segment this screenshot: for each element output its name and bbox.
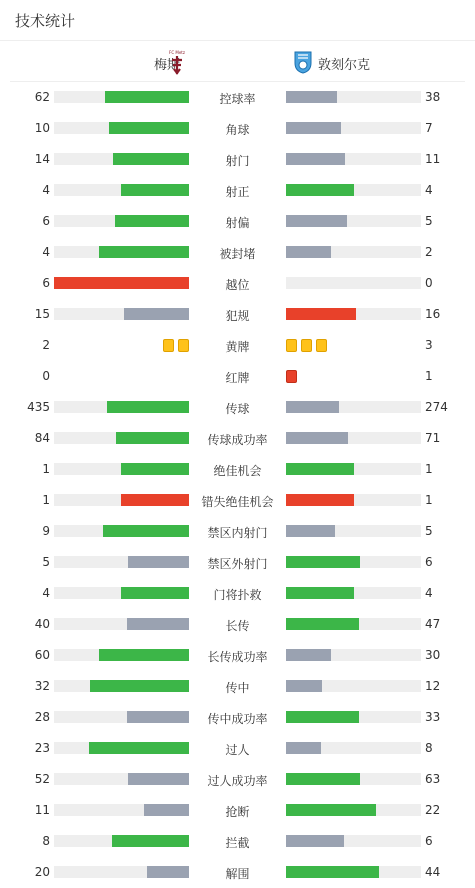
- home-stat-value: 4: [42, 245, 50, 259]
- stat-row: [0, 144, 475, 175]
- stat-label: 黄牌: [225, 340, 250, 354]
- home-stat-bar: [54, 556, 189, 568]
- away-stat-bar: [286, 308, 421, 320]
- away-stat-bar: [286, 153, 421, 165]
- stat-label: 被封堵: [219, 247, 256, 261]
- stat-row: [0, 702, 475, 733]
- stat-label: 长传成功率: [207, 650, 268, 664]
- stat-row: [0, 857, 475, 888]
- page-title: 技术统计: [15, 11, 76, 30]
- home-stat-bar: [54, 122, 189, 134]
- stat-label: 解围: [225, 867, 250, 881]
- home-stat-value: 4: [42, 586, 50, 600]
- home-stat-value: 15: [34, 307, 50, 321]
- away-stat-value: 16: [425, 307, 441, 321]
- stat-label: 越位: [225, 278, 250, 292]
- stat-row: [0, 547, 475, 578]
- home-stat-bar: [54, 649, 189, 661]
- stat-row: [0, 392, 475, 423]
- home-stat-bar: [54, 711, 189, 723]
- stat-label: 射正: [225, 185, 250, 199]
- home-stat-bar: [54, 742, 189, 754]
- stat-label: 抢断: [225, 805, 250, 819]
- home-stat-bar-fill: [103, 525, 189, 537]
- home-stat-bar: [54, 680, 189, 692]
- home-stat-bar-fill: [107, 401, 189, 413]
- away-stat-value: 33: [425, 710, 441, 724]
- stat-label: 红牌: [225, 371, 250, 385]
- home-stat-bar-fill: [144, 804, 189, 816]
- home-stat-bar: [54, 184, 189, 196]
- home-stat-bar-fill: [109, 122, 189, 134]
- away-stat-bar-fill: [286, 308, 356, 320]
- away-stat-bar-fill: [286, 618, 359, 630]
- yellow-card-icon: [178, 339, 189, 352]
- home-stat-bar: [54, 215, 189, 227]
- home-stat-bar-fill: [105, 91, 189, 103]
- away-stat-bar-fill: [286, 742, 321, 754]
- stat-label: 拦截: [225, 836, 250, 850]
- away-stat-bar: [286, 649, 421, 661]
- home-stat-bar-fill: [99, 649, 189, 661]
- home-stat-bar: [54, 401, 189, 413]
- stat-row: [0, 516, 475, 547]
- away-stat-value: 47: [425, 617, 441, 631]
- away-stat-bar: [286, 277, 421, 289]
- away-stat-bar-fill: [286, 463, 354, 475]
- home-stat-value: 435: [27, 400, 50, 414]
- stat-row: [0, 826, 475, 857]
- home-stat-bar-fill: [99, 246, 189, 258]
- away-stat-bar-fill: [286, 773, 360, 785]
- stat-row: [0, 175, 475, 206]
- stat-row: [0, 361, 475, 392]
- away-stat-bar: [286, 835, 421, 847]
- yellow-card-icon: [286, 339, 297, 352]
- away-stat-bar-fill: [286, 804, 376, 816]
- home-stat-bar-fill: [121, 184, 189, 196]
- away-stat-bar-fill: [286, 246, 331, 258]
- stat-row: [0, 795, 475, 826]
- home-stat-value: 52: [34, 772, 50, 786]
- stat-label: 控球率: [219, 92, 256, 106]
- home-stat-value: 84: [34, 431, 50, 445]
- stat-row: [0, 299, 475, 330]
- home-stat-bar-fill: [128, 556, 189, 568]
- stat-label: 错失绝佳机会: [201, 495, 274, 509]
- stat-label: 过人成功率: [207, 774, 268, 788]
- away-stat-value: 1: [425, 369, 433, 383]
- home-team-logo: [167, 49, 187, 75]
- away-stat-value: 22: [425, 803, 441, 817]
- home-stat-bar-fill: [115, 215, 189, 227]
- home-logo-text: FC Metz: [169, 50, 185, 55]
- home-stat-value: 28: [34, 710, 50, 724]
- away-stat-value: 2: [425, 245, 433, 259]
- home-stat-bar-fill: [54, 277, 189, 289]
- home-stat-bar-fill: [113, 153, 189, 165]
- stat-row: [0, 454, 475, 485]
- away-stat-value: 6: [425, 834, 433, 848]
- away-stat-bar-fill: [286, 866, 379, 878]
- away-stat-bar: [286, 432, 421, 444]
- away-stat-bar: [286, 556, 421, 568]
- stat-row: [0, 423, 475, 454]
- stat-label: 犯规: [225, 309, 250, 323]
- away-stat-bar: [286, 122, 421, 134]
- home-stat-value: 6: [42, 276, 50, 290]
- home-stat-bar-fill: [127, 618, 189, 630]
- home-stat-bar: [54, 308, 189, 320]
- home-stat-bar: [54, 246, 189, 258]
- away-stat-bar: [286, 618, 421, 630]
- home-stat-bar-fill: [128, 773, 189, 785]
- away-cards: [286, 339, 327, 352]
- yellow-card-icon: [301, 339, 312, 352]
- away-stat-value: 274: [425, 400, 448, 414]
- stat-label: 门将扑救: [213, 588, 262, 602]
- stat-row: [0, 578, 475, 609]
- stat-row: [0, 206, 475, 237]
- home-stat-bar: [54, 463, 189, 475]
- home-stat-bar: [54, 432, 189, 444]
- home-stat-bar: [54, 277, 189, 289]
- away-stat-bar-fill: [286, 153, 345, 165]
- home-cards: [163, 339, 189, 352]
- stat-label: 禁区外射门: [207, 557, 268, 571]
- stat-label: 传球: [225, 402, 250, 416]
- stat-label: 角球: [225, 123, 250, 137]
- away-stat-value: 30: [425, 648, 441, 662]
- home-stat-bar-fill: [90, 680, 189, 692]
- home-stat-value: 4: [42, 183, 50, 197]
- away-stat-bar: [286, 525, 421, 537]
- yellow-card-icon: [316, 339, 327, 352]
- home-stat-bar: [54, 835, 189, 847]
- away-stat-value: 6: [425, 555, 433, 569]
- away-stat-bar: [286, 680, 421, 692]
- stat-label: 长传: [225, 619, 250, 633]
- away-stat-value: 44: [425, 865, 441, 879]
- away-stat-bar: [286, 246, 421, 258]
- home-stat-bar-fill: [121, 494, 189, 506]
- away-stat-value: 4: [425, 183, 433, 197]
- away-stat-bar: [286, 91, 421, 103]
- home-stat-bar: [54, 866, 189, 878]
- home-stat-value: 5: [42, 555, 50, 569]
- away-stat-bar: [286, 742, 421, 754]
- section-header: [0, 0, 475, 41]
- away-stat-bar-fill: [286, 215, 347, 227]
- stat-row: [0, 237, 475, 268]
- away-stat-value: 5: [425, 524, 433, 538]
- away-stat-value: 7: [425, 121, 433, 135]
- away-stat-bar: [286, 215, 421, 227]
- away-stat-bar-fill: [286, 649, 331, 661]
- home-stat-value: 10: [34, 121, 50, 135]
- home-stat-value: 62: [34, 90, 50, 104]
- stat-row: [0, 485, 475, 516]
- home-stat-value: 2: [42, 338, 50, 352]
- home-stat-value: 32: [34, 679, 50, 693]
- stat-label: 射偏: [225, 216, 250, 230]
- away-stat-bar: [286, 804, 421, 816]
- home-stat-bar-fill: [121, 463, 189, 475]
- away-stat-bar-fill: [286, 525, 335, 537]
- stat-label: 过人: [225, 743, 250, 757]
- away-stat-bar-fill: [286, 184, 354, 196]
- stat-row: [0, 764, 475, 795]
- away-stat-bar: [286, 587, 421, 599]
- home-stat-value: 60: [34, 648, 50, 662]
- away-stat-value: 1: [425, 462, 433, 476]
- stat-label: 射门: [225, 154, 250, 168]
- red-card-icon: [286, 370, 297, 383]
- away-team-logo: [293, 50, 313, 74]
- home-stat-bar: [54, 153, 189, 165]
- away-stat-bar: [286, 866, 421, 878]
- home-stat-bar: [54, 773, 189, 785]
- stat-label: 传球成功率: [207, 433, 268, 447]
- away-stat-bar-fill: [286, 711, 359, 723]
- home-stat-value: 0: [42, 369, 50, 383]
- away-stat-bar-fill: [286, 587, 354, 599]
- away-stat-bar-fill: [286, 835, 344, 847]
- stat-row: [0, 268, 475, 299]
- stats-list: [0, 82, 475, 888]
- home-stat-value: 1: [42, 493, 50, 507]
- away-stat-bar: [286, 184, 421, 196]
- home-stat-value: 23: [34, 741, 50, 755]
- stat-row: [0, 671, 475, 702]
- home-stat-value: 6: [42, 214, 50, 228]
- away-stat-bar-fill: [286, 91, 337, 103]
- home-stat-value: 1: [42, 462, 50, 476]
- away-stat-value: 11: [425, 152, 441, 166]
- home-stat-bar-fill: [124, 308, 189, 320]
- away-stat-bar: [286, 494, 421, 506]
- away-stat-bar-fill: [286, 122, 341, 134]
- home-stat-value: 9: [42, 524, 50, 538]
- home-team-name: 梅斯: [153, 58, 180, 73]
- stat-row: [0, 82, 475, 113]
- away-cards: [286, 370, 297, 383]
- stat-label: 传中: [225, 681, 250, 695]
- home-stat-value: 11: [34, 803, 50, 817]
- away-stat-bar-fill: [286, 494, 354, 506]
- home-stat-bar: [54, 525, 189, 537]
- home-stat-value: 14: [34, 152, 50, 166]
- stat-row: [0, 640, 475, 671]
- away-stat-bar-fill: [286, 680, 322, 692]
- stat-row: [0, 733, 475, 764]
- away-stat-value: 8: [425, 741, 433, 755]
- away-stat-value: 3: [425, 338, 433, 352]
- stat-row: [0, 609, 475, 640]
- home-stat-bar-fill: [147, 866, 189, 878]
- home-stat-bar: [54, 618, 189, 630]
- away-stat-value: 63: [425, 772, 441, 786]
- home-stat-bar: [54, 91, 189, 103]
- away-stat-value: 5: [425, 214, 433, 228]
- away-stat-value: 0: [425, 276, 433, 290]
- yellow-card-icon: [163, 339, 174, 352]
- home-stat-value: 40: [34, 617, 50, 631]
- away-stat-bar-fill: [286, 401, 339, 413]
- away-stat-value: 71: [425, 431, 441, 445]
- home-stat-bar-fill: [121, 587, 189, 599]
- home-stat-value: 8: [42, 834, 50, 848]
- away-stat-value: 4: [425, 586, 433, 600]
- away-stat-value: 38: [425, 90, 441, 104]
- away-stat-value: 1: [425, 493, 433, 507]
- home-stat-bar-fill: [89, 742, 189, 754]
- away-stat-bar: [286, 401, 421, 413]
- stat-label: 禁区内射门: [207, 526, 268, 540]
- away-stat-bar: [286, 711, 421, 723]
- away-stat-bar: [286, 773, 421, 785]
- away-team-name: 敦刻尔克: [318, 58, 371, 73]
- away-stat-bar-fill: [286, 556, 360, 568]
- away-stat-value: 12: [425, 679, 441, 693]
- home-stat-bar: [54, 804, 189, 816]
- stat-row: [0, 330, 475, 361]
- stat-label: 绝佳机会: [213, 464, 262, 478]
- home-stat-bar: [54, 587, 189, 599]
- home-stat-bar-fill: [116, 432, 189, 444]
- away-stat-bar-fill: [286, 432, 348, 444]
- stat-row: [0, 113, 475, 144]
- home-stat-bar-fill: [127, 711, 189, 723]
- stat-label: 传中成功率: [207, 712, 268, 726]
- home-stat-bar-fill: [112, 835, 189, 847]
- home-stat-bar: [54, 494, 189, 506]
- away-stat-bar: [286, 463, 421, 475]
- teams-row: [10, 41, 465, 82]
- home-stat-value: 20: [34, 865, 50, 879]
